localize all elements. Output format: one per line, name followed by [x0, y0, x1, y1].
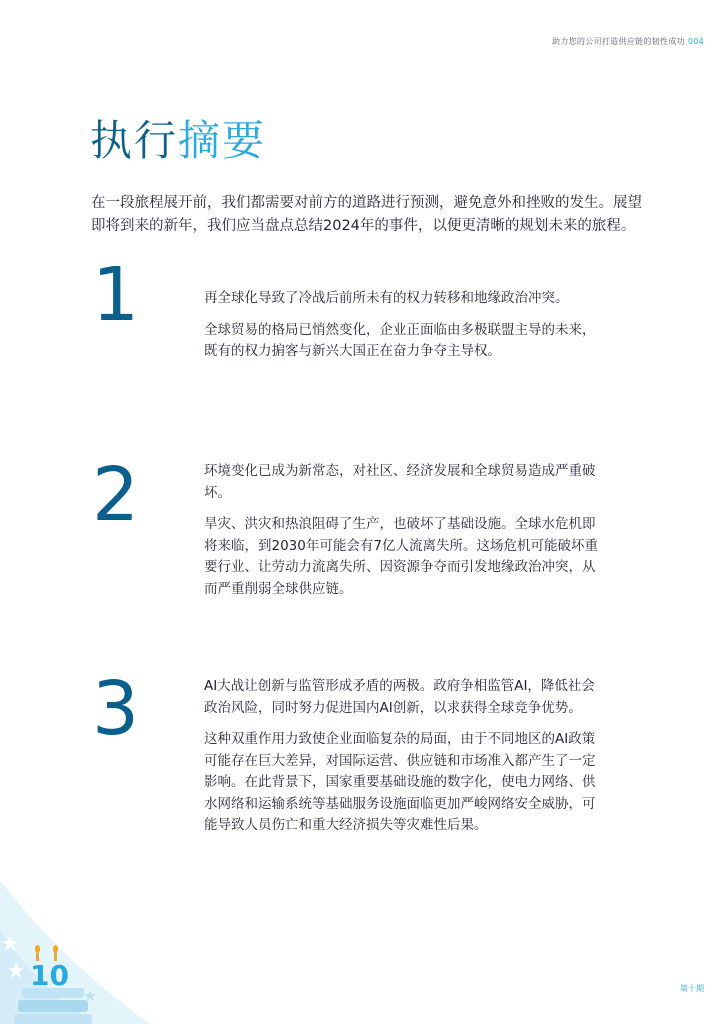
- section-text: [204, 288, 604, 373]
- section-heading-paragraph: 环境变化已成为新常态，对社区、经济发展和全球贸易造成严重破坏。: [204, 463, 596, 501]
- title-part-1: 执行: [90, 116, 179, 166]
- cake-layer-middle: [18, 1000, 88, 1012]
- section-text: [204, 676, 604, 847]
- section-heading-paragraph: 再全球化导致了冷战后前所未有的权力转移和地缘政治冲突。: [204, 290, 569, 306]
- anniversary-cake-decoration: [0, 840, 160, 1024]
- page-number: 004: [687, 37, 704, 46]
- section-heading-paragraph: AI大战让创新与监管形成矛盾的两极。政府争相监管AI，降低社会政治风险，同时努力促进国内AI创新，以求获得全球竞争优势。: [204, 678, 595, 716]
- running-header: [552, 36, 704, 47]
- flame-icon: [35, 945, 40, 953]
- badge-number: 10: [30, 959, 69, 992]
- section-text: [204, 461, 604, 610]
- header-text: 助力您的公司打造供应链的韧性成功: [552, 37, 685, 46]
- page-title: [90, 116, 267, 166]
- section-number: 1: [92, 252, 140, 338]
- cake-layer-bottom: [14, 1014, 92, 1024]
- section-body-paragraph: 旱灾、洪灾和热浪阻碍了生产，也破坏了基础设施。全球水危机即将来临，到2030年可能会有7亿人流离失所。这场危机可能破坏重要行业、让劳动力流离失所、因资源争夺而引发地缘政治冲突，从而严重削弱全球供应链。: [204, 516, 598, 597]
- section-number: 2: [92, 452, 140, 538]
- flame-icon: [53, 945, 58, 953]
- title-part-2: 摘要: [178, 116, 267, 166]
- edition-label: 第十期: [680, 984, 704, 993]
- section-number: 3: [92, 666, 140, 752]
- section-body-paragraph: 这种双重作用力致使企业面临复杂的局面，由于不同地区的AI政策可能存在巨大差异，对国际运营、供应链和市场准入都产生了一定影响。在此背景下，国家重要基础设施的数字化，使电力网络、供水网络和运输系统等基础服务设施面临更加严峻网络安全威胁，可能导致人员伤亡和重大经济损失等灾难性后果。: [204, 731, 596, 833]
- intro-paragraph: 在一段旅程展开前，我们都需要对前方的道路进行预测，避免意外和挫败的发生。展望即将到来的新年，我们应当盘点总结2024年的事件，以便更清晰的规划未来的旅程。: [91, 195, 642, 234]
- section-body-paragraph: 全球贸易的格局已悄然变化，企业正面临由多极联盟主导的未来，既有的权力掮客与新兴大国正在奋力争夺主导权。: [204, 321, 596, 359]
